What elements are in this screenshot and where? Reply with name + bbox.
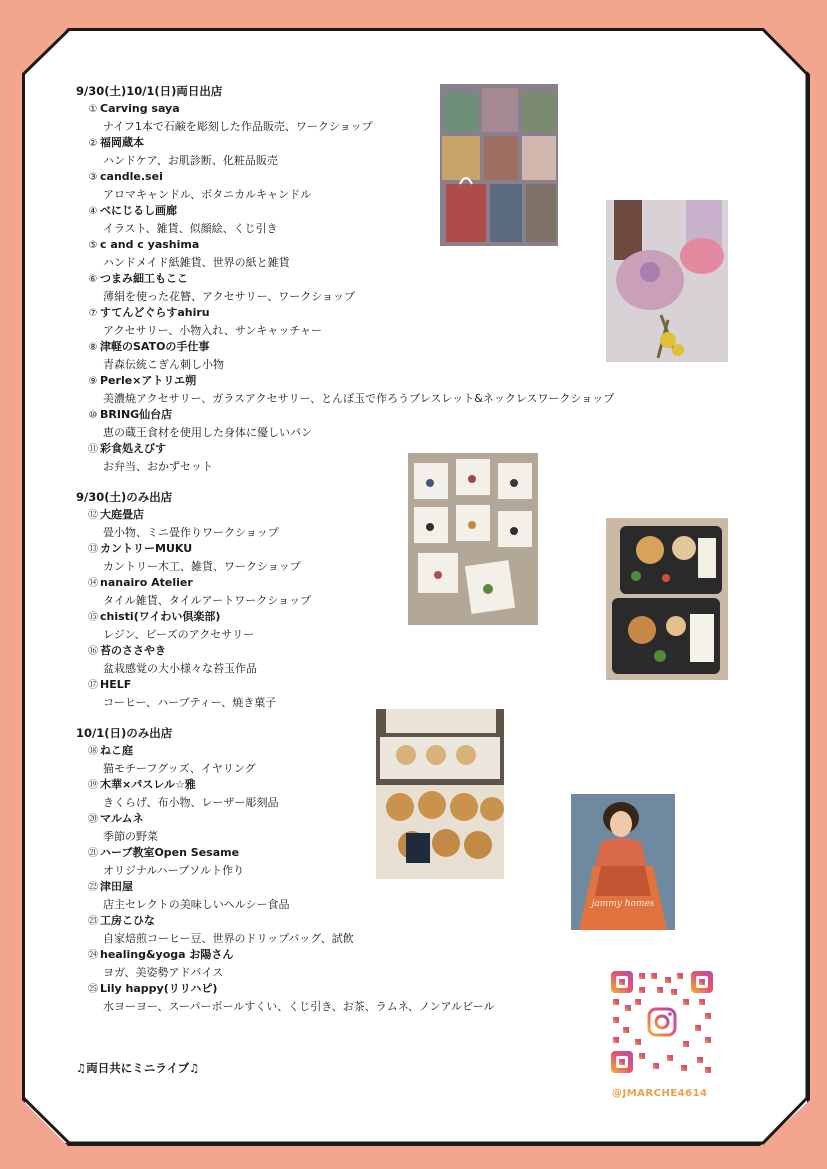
vendor-entry bbox=[86, 372, 686, 407]
vendor-name: すてんどぐらすahiru bbox=[100, 306, 210, 319]
illustration-caption: jammy homes bbox=[591, 899, 655, 909]
vendor-name: Lily happy(リリハピ) bbox=[100, 982, 218, 995]
vendor-name: ねこ庭 bbox=[100, 744, 133, 757]
vendor-description: 店主セレクトの美味しいヘルシー食品 bbox=[103, 898, 290, 911]
vendor-number: ㉒ bbox=[88, 882, 98, 893]
vendor-number: ⑩ bbox=[88, 410, 98, 421]
vendor-description: きくらげ、布小物、レーザー彫刻品 bbox=[103, 796, 279, 809]
vendor-number: ⑱ bbox=[88, 746, 98, 757]
vendor-entry bbox=[86, 270, 686, 305]
vendor-entry bbox=[86, 506, 686, 541]
photo-bento-boxes bbox=[606, 518, 728, 680]
vendor-entry bbox=[86, 440, 686, 475]
vendor-number: ⑯ bbox=[88, 646, 98, 657]
vendor-name: Carving saya bbox=[100, 102, 180, 115]
vendor-name: chisti(ワイわい倶楽部) bbox=[100, 610, 221, 623]
vendor-description: 猫モチーフグッズ、イヤリング bbox=[103, 762, 256, 775]
section-title-sat-only: 9/30(土)のみ出店 bbox=[76, 490, 173, 504]
vendor-entry bbox=[86, 134, 686, 169]
vendor-entry bbox=[86, 338, 686, 373]
vendor-number: ⑭ bbox=[88, 578, 98, 589]
vendor-number: ㉕ bbox=[88, 984, 98, 995]
vendor-description: ハンドメイド紙雑貨、世界の紙と雑貨 bbox=[103, 256, 290, 269]
vendor-name: Perle×アトリエ朔 bbox=[100, 374, 197, 387]
vendor-name: healing&yoga お陽さん bbox=[100, 948, 234, 961]
vendor-number: ⑰ bbox=[88, 680, 98, 691]
vendor-number: ㉔ bbox=[88, 950, 98, 961]
vendor-entry bbox=[86, 236, 686, 271]
vendor-entry bbox=[86, 168, 686, 203]
vendor-description: ナイフ1本で石鹸を彫刻した作品販売、ワークショップ bbox=[103, 120, 373, 133]
vendor-description: 美濃焼アクセサリー、ガラスアクセサリー、とんぼ玉で作ろうブレスレット&ネックレスワークショップ bbox=[103, 392, 615, 405]
vendor-number: ㉓ bbox=[88, 916, 98, 927]
vendor-description: レジン、ビーズのアクセサリー bbox=[103, 628, 255, 641]
vendor-number: ⑫ bbox=[88, 510, 98, 521]
vendor-entry bbox=[86, 202, 686, 237]
vendor-name: HELF bbox=[100, 678, 132, 691]
vendor-name: candle.sei bbox=[100, 170, 163, 183]
vendor-name: ハーブ教室Open Sesame bbox=[100, 846, 240, 859]
vendor-name: マルムネ bbox=[100, 812, 144, 825]
mini-live-note: ♫両日共にミニライブ♫ bbox=[76, 1061, 200, 1075]
vendor-number: ③ bbox=[88, 172, 98, 183]
vendor-name: 福岡蔵本 bbox=[100, 136, 144, 149]
photo-accessory-cards bbox=[408, 453, 538, 625]
photo-vintage-illustration bbox=[571, 794, 675, 930]
vendor-number: ⑪ bbox=[88, 444, 98, 455]
vendor-description: 畳小物、ミニ畳作りワークショップ bbox=[103, 526, 279, 539]
vendor-name: c and c yashima bbox=[100, 238, 200, 251]
vendor-entry bbox=[86, 574, 686, 609]
vendor-number: ⑧ bbox=[88, 342, 98, 353]
vendor-entry bbox=[86, 304, 686, 339]
vendor-name: 苔のささやき bbox=[100, 644, 166, 657]
vendor-number: ⑬ bbox=[88, 544, 98, 555]
vendor-entry bbox=[86, 676, 686, 711]
vendor-name: 彩食処えびす bbox=[100, 442, 166, 455]
photo-bread-trays bbox=[376, 709, 504, 879]
vendor-entry bbox=[86, 100, 686, 135]
photo-fabric-pouches bbox=[440, 84, 558, 246]
vendor-name: 大庭畳店 bbox=[100, 508, 144, 521]
vendor-number: ⑤ bbox=[88, 240, 98, 251]
vendor-description: 恵の蔵王食材を使用した身体に優しいパン bbox=[103, 426, 312, 439]
vendor-number: ⑨ bbox=[88, 376, 98, 387]
vendor-description: オリジナルハーブソルト作り bbox=[103, 864, 245, 877]
vendor-description: 季節の野菜 bbox=[103, 830, 158, 843]
vendor-number: ㉑ bbox=[88, 848, 98, 859]
vendor-name: BRING仙台店 bbox=[100, 408, 173, 421]
vendor-number: ② bbox=[88, 138, 98, 149]
vendor-description: お弁当、おかずセット bbox=[103, 460, 213, 473]
vendor-entry bbox=[86, 946, 686, 981]
vendor-description: タイル雑貨、タイルアートワークショップ bbox=[103, 594, 312, 607]
vendor-description: 薄絹を使った花簪、アクセサリー、ワークショップ bbox=[103, 290, 356, 303]
vendor-name: nanairo Atelier bbox=[100, 576, 193, 589]
section-title-sun-only: 10/1(日)のみ出店 bbox=[76, 726, 173, 740]
vendor-number: ⑲ bbox=[88, 780, 98, 791]
vendor-description: 自家焙煎コーヒー豆、世界のドリップバッグ、試飲 bbox=[103, 932, 354, 945]
vendor-entry bbox=[86, 642, 686, 677]
instagram-qr-code[interactable] bbox=[609, 969, 715, 1075]
instagram-handle[interactable]: @JMARCHE4614 bbox=[612, 1088, 708, 1099]
vendor-description: アクセサリー、小物入れ、サンキャッチャー bbox=[103, 324, 323, 337]
vendor-description: イラスト、雑貨、似顔絵、くじ引き bbox=[103, 222, 278, 235]
vendor-description: ハンドケア、お肌診断、化粧品販売 bbox=[103, 154, 278, 167]
vendor-number: ⑳ bbox=[88, 814, 98, 825]
vendor-entry bbox=[86, 608, 686, 643]
vendor-description: 青森伝統こぎん刺し小物 bbox=[103, 358, 224, 371]
vendor-number: ④ bbox=[88, 206, 98, 217]
vendor-name: べにじるし画廊 bbox=[100, 204, 177, 217]
vendor-description: コーヒー、ハーブティー、焼き菓子 bbox=[103, 696, 277, 709]
vendor-description: 水ヨーヨー、スーパーボールすくい、くじ引き、お茶、ラムネ、ノンアルビール bbox=[103, 1000, 495, 1013]
vendor-entry bbox=[86, 406, 686, 441]
vendor-name: カントリーMUKU bbox=[100, 542, 193, 555]
vendor-description: 盆栽感覚の大小様々な苔玉作品 bbox=[103, 662, 257, 675]
vendor-name: 工房こひな bbox=[100, 914, 155, 927]
vendor-number: ⑥ bbox=[88, 274, 98, 285]
vendor-name: 木華×パスレル☆雅 bbox=[100, 778, 196, 791]
vendor-number: ① bbox=[88, 104, 98, 115]
vendor-entry bbox=[86, 980, 686, 1015]
vendor-number: ⑮ bbox=[88, 612, 98, 623]
section-title-both-days: 9/30(土)10/1(日)両日出店 bbox=[76, 84, 223, 98]
vendor-name: 津田屋 bbox=[100, 880, 133, 893]
vendor-description: ヨガ、美姿勢アドバイス bbox=[103, 966, 224, 979]
vendor-entry bbox=[86, 540, 686, 575]
vendor-name: つまみ細工もここ bbox=[100, 272, 188, 285]
vendor-description: カントリー木工、雑貨、ワークショップ bbox=[103, 560, 301, 573]
vendor-description: アロマキャンドル、ボタニカルキャンドル bbox=[103, 188, 312, 201]
photo-candles bbox=[606, 200, 728, 362]
vendor-number: ⑦ bbox=[88, 308, 98, 319]
vendor-name: 津軽のSATOの手仕事 bbox=[100, 340, 210, 353]
